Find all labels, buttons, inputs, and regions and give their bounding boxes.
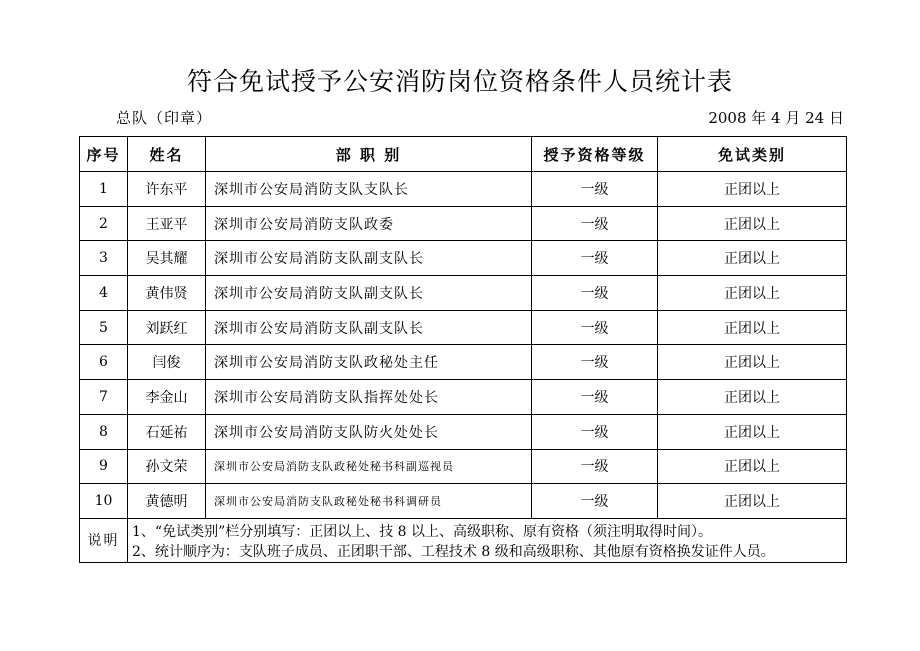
cell-name: 闫俊 — [128, 345, 206, 380]
cell-post: 深圳市公安局消防支队政秘处主任 — [206, 345, 532, 380]
cell-name: 李金山 — [128, 380, 206, 415]
cell-post: 深圳市公安局消防支队副支队长 — [206, 241, 532, 276]
cell-no: 6 — [80, 345, 128, 380]
table-row — [80, 484, 847, 519]
page-title: 符合免试授予公安消防岗位资格条件人员统计表 — [186, 67, 733, 96]
cell-name: 许东平 — [128, 172, 206, 207]
table-row — [80, 449, 847, 484]
cell-grade: 一级 — [532, 414, 658, 449]
header-name: 姓名 — [128, 137, 206, 172]
header-post: 部 职 别 — [206, 137, 532, 172]
cell-grade: 一级 — [532, 241, 658, 276]
cell-name: 黄伟贤 — [128, 276, 206, 311]
cell-grade: 一级 — [532, 172, 658, 207]
personnel-table — [79, 136, 847, 563]
cell-post: 深圳市公安局消防支队政委 — [206, 206, 532, 241]
header-grade: 授予资格等级 — [532, 137, 658, 172]
cell-name: 刘跃红 — [128, 310, 206, 345]
cell-grade: 一级 — [532, 206, 658, 241]
cell-post: 深圳市公安局消防支队政秘处秘书科副巡视员 — [206, 449, 532, 484]
cell-grade: 一级 — [532, 380, 658, 415]
cell-category: 正团以上 — [658, 345, 847, 380]
cell-no: 4 — [80, 276, 128, 311]
cell-no: 1 — [80, 172, 128, 207]
table-row — [80, 206, 847, 241]
note-line: 2、统计顺序为：支队班子成员、正团职干部、工程技术 8 级和高级职称、其他原有资格换发证件人员。 — [132, 543, 775, 560]
cell-category: 正团以上 — [658, 172, 847, 207]
cell-post: 深圳市公安局消防支队副支队长 — [206, 310, 532, 345]
cell-category: 正团以上 — [658, 310, 847, 345]
table-header-row — [80, 137, 847, 172]
header-category: 免试类别 — [658, 137, 847, 172]
cell-post: 深圳市公安局消防支队防火处处长 — [206, 414, 532, 449]
cell-grade: 一级 — [532, 345, 658, 380]
cell-grade: 一级 — [532, 276, 658, 311]
cell-name: 黄德明 — [128, 484, 206, 519]
cell-grade: 一级 — [532, 484, 658, 519]
notes-label: 说明 — [80, 518, 128, 562]
cell-post: 深圳市公安局消防支队政秘处秘书科调研员 — [206, 484, 532, 519]
cell-name: 吴其耀 — [128, 241, 206, 276]
cell-no: 7 — [80, 380, 128, 415]
cell-post: 深圳市公安局消防支队指挥处处长 — [206, 380, 532, 415]
cell-category: 正团以上 — [658, 414, 847, 449]
table-row — [80, 276, 847, 311]
table-row — [80, 414, 847, 449]
cell-name: 孙文荣 — [128, 449, 206, 484]
table-row — [80, 380, 847, 415]
document-date: 2008 年 4 月 24 日 — [708, 109, 844, 127]
cell-no: 3 — [80, 241, 128, 276]
table-row — [80, 345, 847, 380]
cell-category: 正团以上 — [658, 276, 847, 311]
table-row — [80, 310, 847, 345]
cell-no: 2 — [80, 206, 128, 241]
cell-post: 深圳市公安局消防支队支队长 — [206, 172, 532, 207]
cell-grade: 一级 — [532, 449, 658, 484]
cell-name: 石延祐 — [128, 414, 206, 449]
note-line: 1、“免试类别”栏分别填写：正团以上、技 8 以上、高级职称、原有资格（须注明取得时间）。 — [132, 523, 713, 540]
table-row — [80, 241, 847, 276]
cell-category: 正团以上 — [658, 484, 847, 519]
cell-no: 9 — [80, 449, 128, 484]
cell-no: 5 — [80, 310, 128, 345]
notes-cell — [128, 518, 847, 562]
cell-category: 正团以上 — [658, 449, 847, 484]
cell-category: 正团以上 — [658, 380, 847, 415]
cell-grade: 一级 — [532, 310, 658, 345]
cell-category: 正团以上 — [658, 206, 847, 241]
header-no: 序号 — [80, 137, 128, 172]
cell-no: 8 — [80, 414, 128, 449]
cell-post: 深圳市公安局消防支队副支队长 — [206, 276, 532, 311]
table-row — [80, 172, 847, 207]
cell-name: 王亚平 — [128, 206, 206, 241]
cell-category: 正团以上 — [658, 241, 847, 276]
unit-label: 总队（印章） — [116, 109, 213, 127]
notes-row — [80, 518, 847, 562]
cell-no: 10 — [80, 484, 128, 519]
